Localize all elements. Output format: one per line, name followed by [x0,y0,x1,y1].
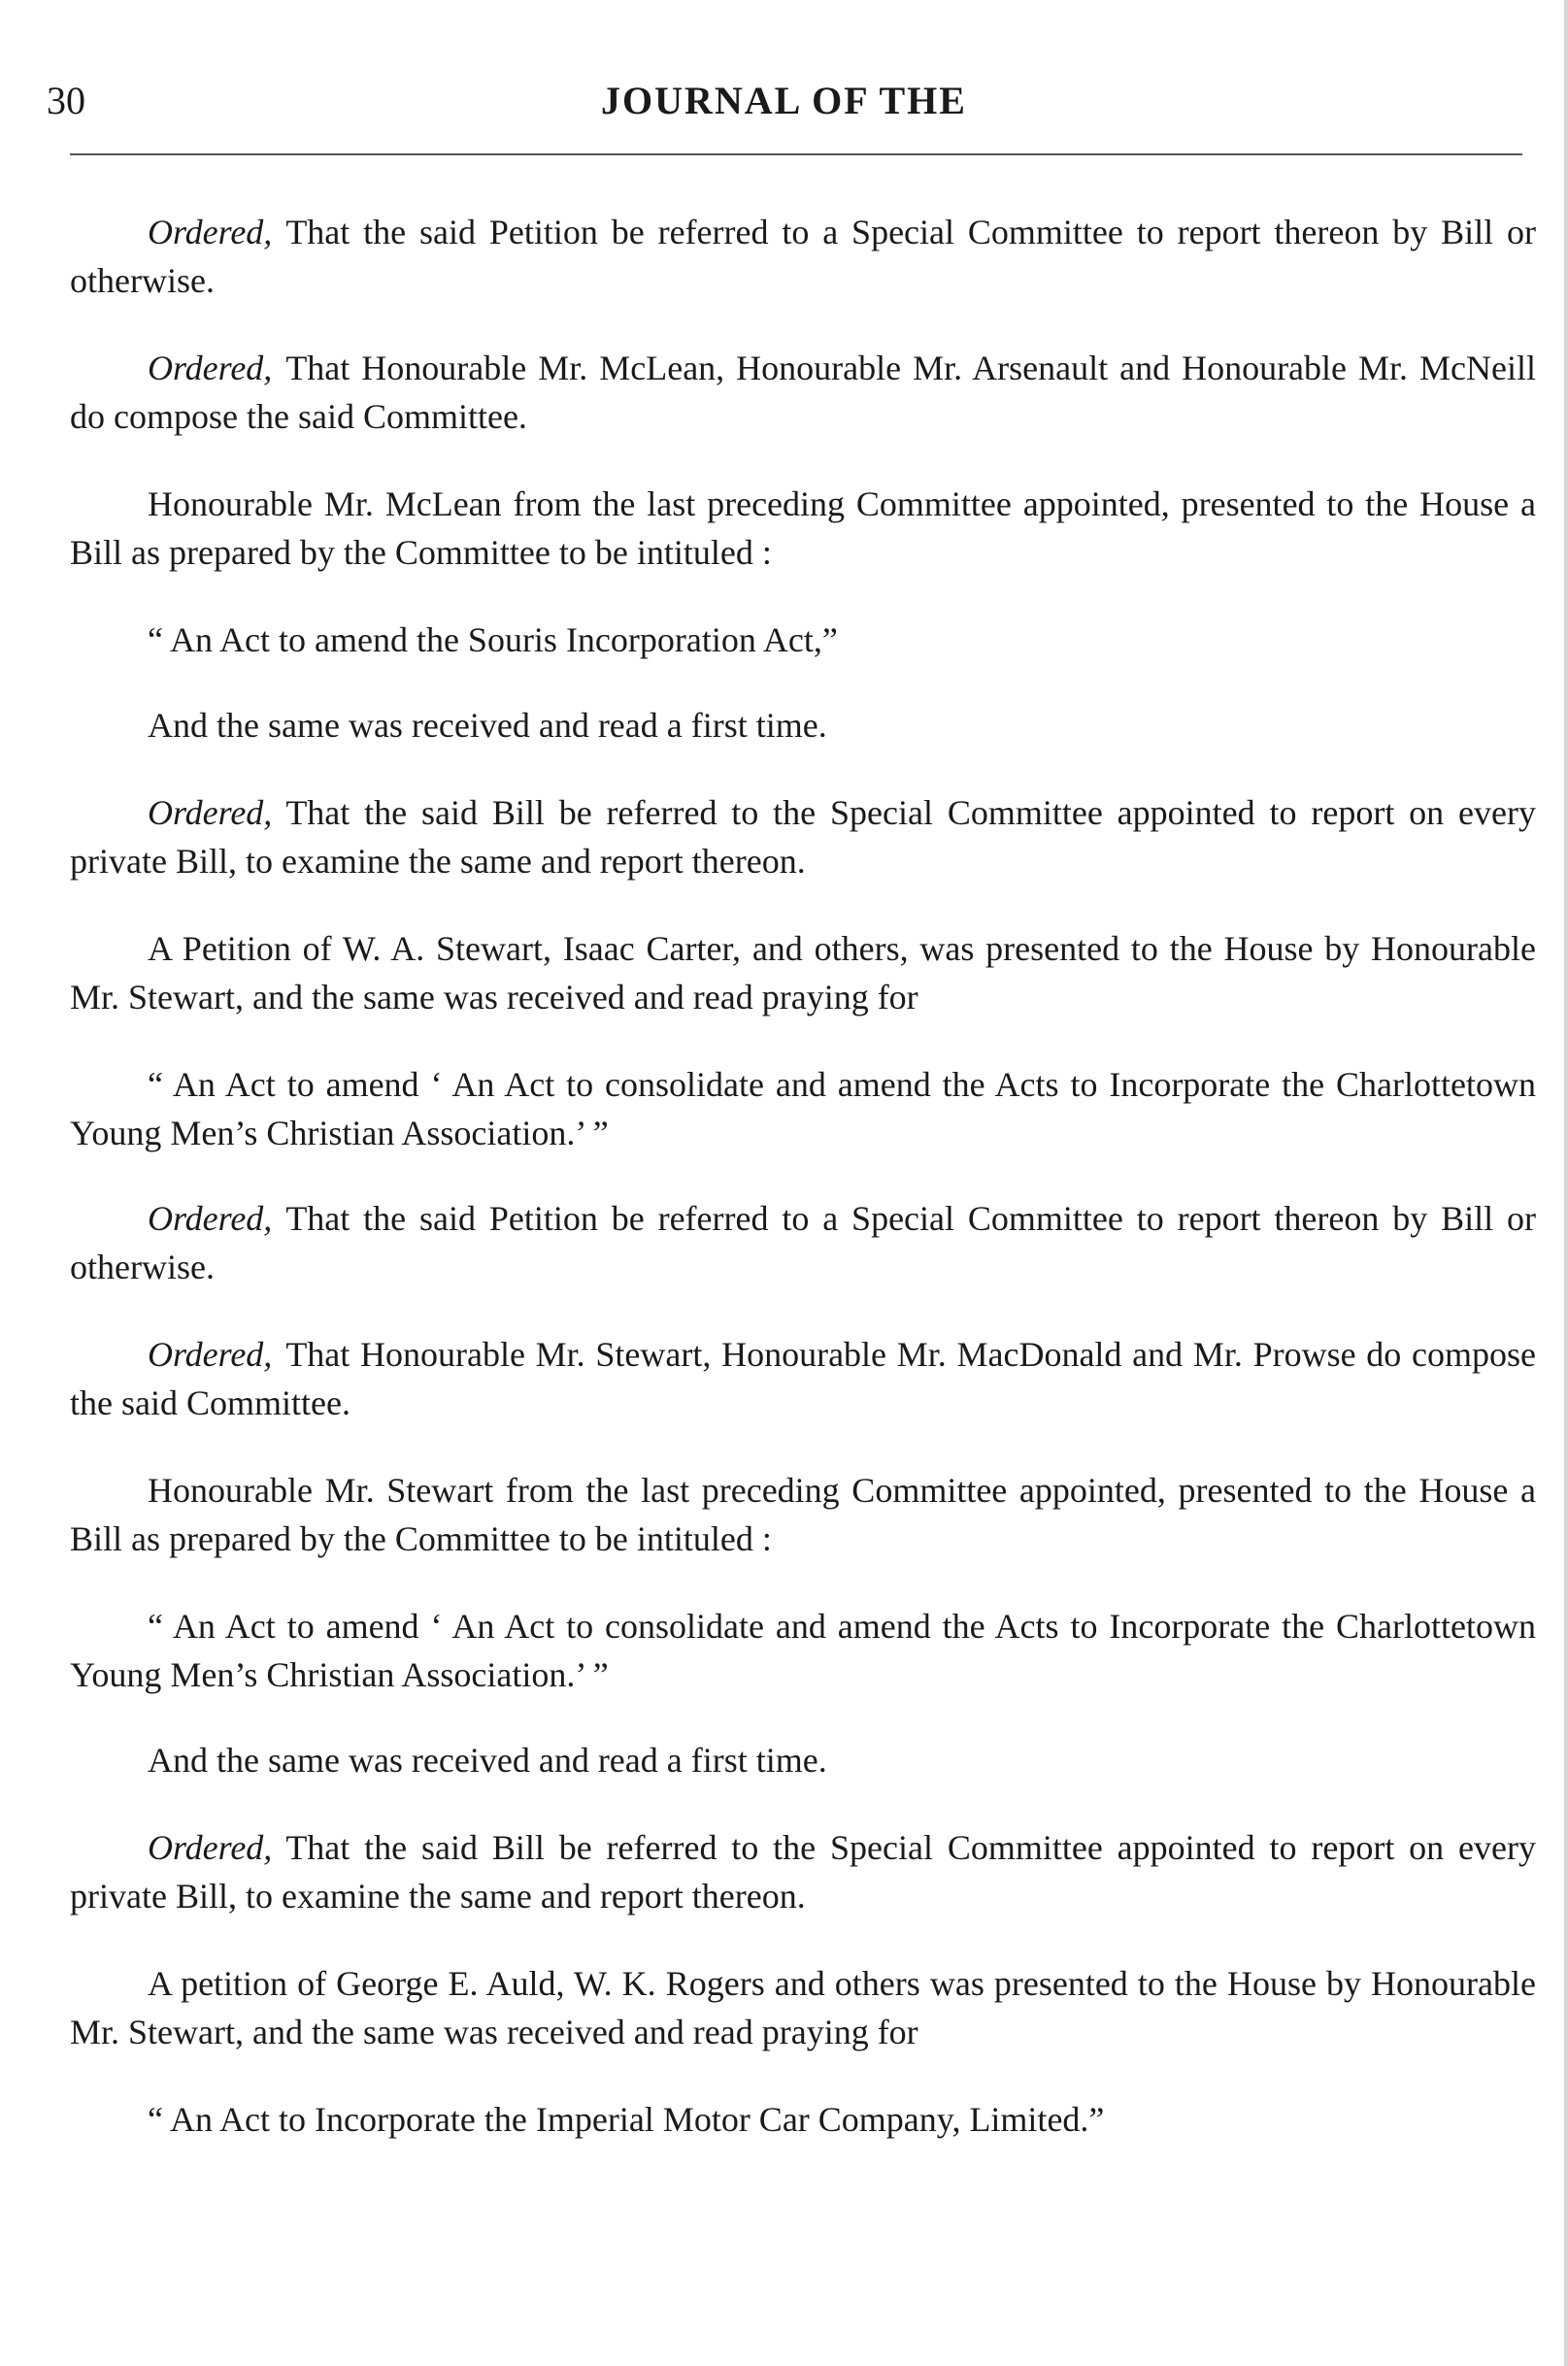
paragraph-bill-title [70,1060,1536,1157]
ordered-lead: Ordered, [148,349,273,387]
ordered-lead: Ordered, [148,1828,273,1867]
paragraph-bill-title [70,616,1536,664]
bill-title-text: “ An Act to amend ‘ An Act to consolidate and amend the Acts to Incorporate the Charlottetown Young Men’s Christian Association.’ ” [70,1065,1536,1152]
paragraph-text: A petition of George E. Auld, W. K. Rogers and others was presented to the House by Honourable Mr. Stewart, and the same was received and read praying for [70,1964,1536,2051]
paragraph-first-reading [70,1736,1536,1784]
ordered-lead: Ordered, [148,1199,273,1238]
paragraph-text: That Honourable Mr. Stewart, Honourable Mr. MacDonald and Mr. Prowse do compose the said Committee. [70,1335,1536,1422]
paragraph-text: Honourable Mr. McLean from the last preceding Committee appointed, presented to the House a Bill as prepared by the Committee to be intituled : [70,484,1536,572]
paragraph-petition-presented [70,1959,1536,2056]
paragraph-text: That the said Bill be referred to the Special Committee appointed to report on every private Bill, to examine the same and report thereon. [70,1828,1536,1916]
header-rule [70,153,1522,155]
paragraph-ordered-petition-referred [70,1194,1536,1291]
paragraph-ordered-committee-composition [70,344,1536,441]
ordered-lead: Ordered, [148,1335,273,1374]
paragraph-bill-presented [70,1466,1536,1563]
paragraph-text: Honourable Mr. Stewart from the last preceding Committee appointed, presented to the House a Bill as prepared by the Committee to be intituled : [70,1471,1536,1558]
paragraph-first-reading [70,701,1536,750]
paragraph-ordered-committee-composition [70,1330,1536,1427]
paragraph-text: That Honourable Mr. McLean, Honourable Mr. Arsenault and Honourable Mr. McNeill do compose the said Committee. [70,349,1536,436]
paragraph-text: A Petition of W. A. Stewart, Isaac Carter, and others, was presented to the House by Honourable Mr. Stewart, and the same was received and read praying for [70,929,1536,1016]
paragraph-petition-presented [70,924,1536,1021]
journal-body [70,208,1536,2181]
paragraph-text: That the said Petition be referred to a Special Committee to report thereon by Bill or otherwise. [70,213,1536,300]
paragraph-text: And the same was received and read a first time. [148,1741,827,1780]
paragraph-bill-title [70,1602,1536,1699]
paragraph-bill-title [70,2095,1536,2144]
paragraph-ordered-bill-referred [70,1823,1536,1920]
page-edge-shadow [1564,0,1568,2366]
page-number: 30 [47,79,85,122]
paragraph-ordered-petition-referred [70,208,1536,305]
paragraph-text: That the said Petition be referred to a Special Committee to report thereon by Bill or otherwise. [70,1199,1536,1286]
paragraph-ordered-bill-referred [70,788,1536,885]
ordered-lead: Ordered, [148,793,273,832]
paragraph-text: And the same was received and read a first time. [148,706,827,745]
bill-title-text: “ An Act to Incorporate the Imperial Motor Car Company, Limited.” [148,2100,1105,2139]
paragraph-text: That the said Bill be referred to the Special Committee appointed to report on every private Bill, to examine the same and report thereon. [70,793,1536,881]
bill-title-text: “ An Act to amend the Souris Incorporation Act,” [148,620,838,659]
bill-title-text: “ An Act to amend ‘ An Act to consolidate and amend the Acts to Incorporate the Charlottetown Young Men’s Christian Association.’ ” [70,1607,1536,1694]
running-head: JOURNAL OF THE [601,79,967,122]
paragraph-bill-presented [70,480,1536,577]
ordered-lead: Ordered, [148,213,273,251]
